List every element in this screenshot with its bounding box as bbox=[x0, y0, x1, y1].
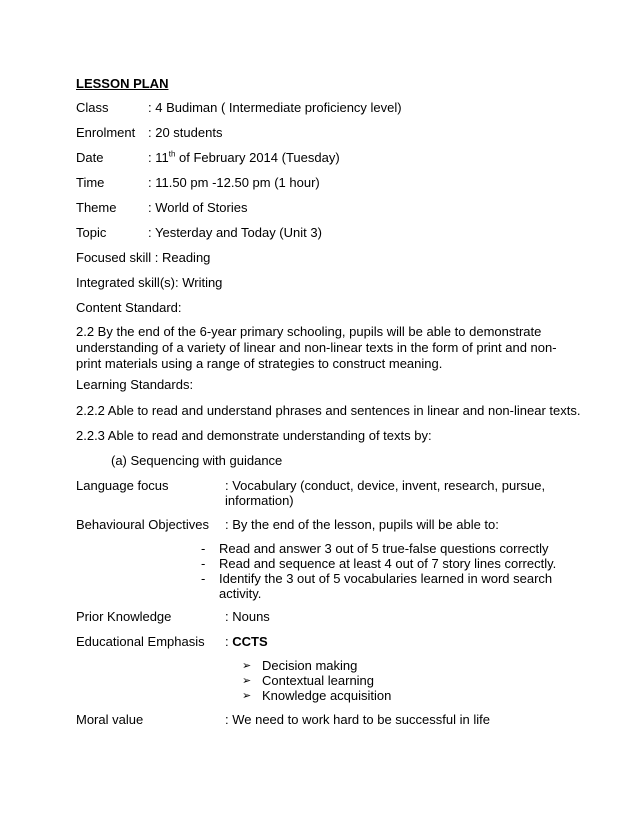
arrow-bullet-icon: ➢ bbox=[242, 660, 252, 672]
enrolment-value: : 20 students bbox=[148, 125, 223, 140]
objective-dash: - bbox=[201, 556, 206, 571]
moral-value-label: Moral value bbox=[76, 712, 144, 727]
lesson-plan-heading: LESSON PLAN bbox=[76, 76, 169, 91]
integrated-skills: Integrated skill(s): Writing bbox=[76, 275, 223, 290]
class-value: : 4 Budiman ( Intermediate proficiency level) bbox=[148, 100, 402, 115]
learning-standards-label: Learning Standards: bbox=[76, 377, 194, 392]
content-standard-text: 2.2 By the end of the 6-year primary schooling, pupils will be able to demonstrate understanding of a variety of linear and non-linear texts in the form of print and non-print materials using a range of strategies to construct meaning. bbox=[76, 324, 557, 371]
topic-label: Topic bbox=[76, 225, 107, 240]
language-focus-label: Language focus bbox=[76, 478, 169, 493]
arrow-bullet-icon: ➢ bbox=[242, 690, 252, 702]
behavioural-objectives-value: : By the end of the lesson, pupils will be able to: bbox=[225, 517, 499, 532]
content-standard-label: Content Standard: bbox=[76, 300, 182, 315]
objective-dash: - bbox=[201, 571, 206, 586]
emphasis-item: Contextual learning bbox=[262, 673, 375, 688]
date-label: Date bbox=[76, 150, 104, 165]
class-label: Class bbox=[76, 100, 109, 115]
behavioural-objectives-label: Behavioural Objectives bbox=[76, 517, 209, 532]
emphasis-item: Knowledge acquisition bbox=[262, 688, 392, 703]
learning-standard-2-2-3a: (a) Sequencing with guidance bbox=[111, 453, 283, 468]
educational-emphasis-colon: : bbox=[225, 634, 233, 649]
objective-item: Identify the 3 out of 5 vocabularies learned in word search activity. bbox=[219, 571, 553, 601]
focused-skill: Focused skill : Reading bbox=[76, 250, 211, 265]
date-value bbox=[148, 150, 340, 165]
theme-label: Theme bbox=[76, 200, 117, 215]
prior-knowledge-value: : Nouns bbox=[225, 609, 270, 624]
language-focus-value: : Vocabulary (conduct, device, invent, research, pursue, information) bbox=[225, 478, 546, 508]
learning-standard-2-2-3: 2.2.3 Able to read and demonstrate understanding of texts by: bbox=[76, 428, 432, 443]
objective-dash: - bbox=[201, 541, 206, 556]
learning-standard-2-2-2: 2.2.2 Able to read and understand phrases and sentences in linear and non-linear texts. bbox=[76, 403, 581, 418]
theme-value: : World of Stories bbox=[148, 200, 248, 215]
date-value-day: : 11 bbox=[148, 150, 169, 165]
educational-emphasis-value bbox=[225, 634, 268, 649]
time-value: : 11.50 pm -12.50 pm (1 hour) bbox=[148, 175, 320, 190]
date-value-rest: of February 2014 (Tuesday) bbox=[175, 150, 340, 165]
emphasis-item: Decision making bbox=[262, 658, 358, 673]
time-label: Time bbox=[76, 175, 105, 190]
date-ordinal-suffix: th bbox=[168, 149, 176, 159]
objective-item: Read and sequence at least 4 out of 7 story lines correctly. bbox=[219, 556, 557, 571]
educational-emphasis-label: Educational Emphasis bbox=[76, 634, 205, 649]
arrow-bullet-icon: ➢ bbox=[242, 675, 252, 687]
ccts-label: CCTS bbox=[232, 634, 268, 649]
objective-item: Read and answer 3 out of 5 true-false questions correctly bbox=[219, 541, 549, 556]
prior-knowledge-label: Prior Knowledge bbox=[76, 609, 172, 624]
topic-value: : Yesterday and Today (Unit 3) bbox=[148, 225, 322, 240]
enrolment-label: Enrolment bbox=[76, 125, 136, 140]
moral-value-text: : We need to work hard to be successful in life bbox=[225, 712, 490, 727]
